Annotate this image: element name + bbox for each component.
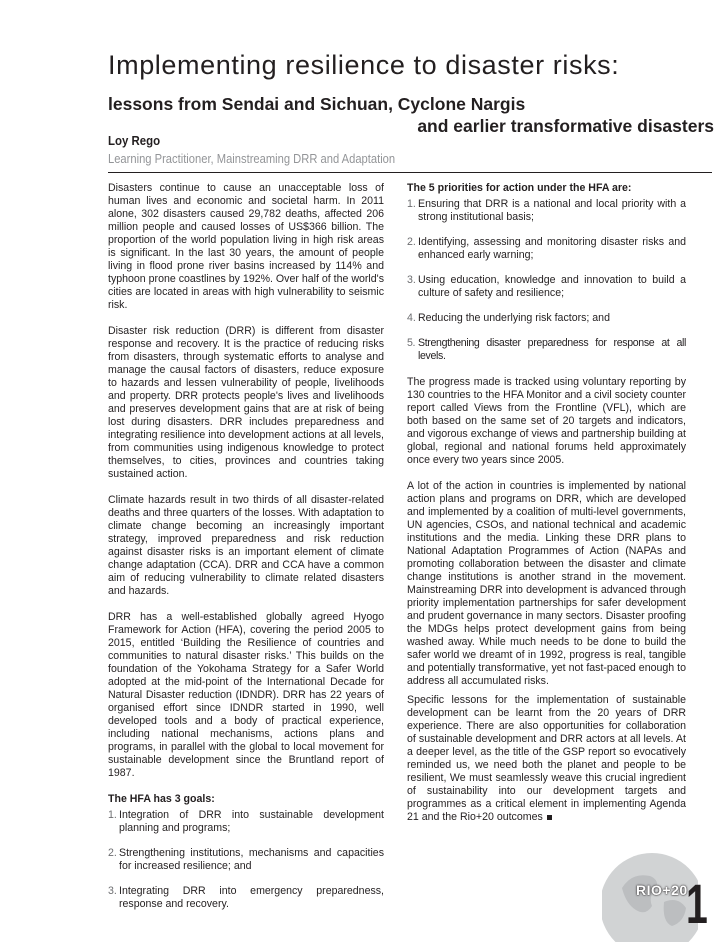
list-item bbox=[407, 274, 686, 300]
left-column bbox=[108, 182, 384, 924]
header-divider bbox=[108, 172, 712, 173]
list-item-text: Integrating DRR into emergency preparedness, response and recovery. bbox=[119, 885, 384, 910]
list-number: 1. bbox=[108, 809, 117, 821]
body-paragraph-text: Specific lessons for the implementation of sustainable development can be learnt from the 20 years of DRR experience. There are also opportunities for collaboration of sustainable development and DRR actors at all levels. At a deeper level, as the title of the GSP report so evocatively reminded us, we need both the planet and people to be resilient, We must seamlessly weave this crucial ingredient of sustainability into our development targets and programmes as a critical element in implementing Agenda 21 and the Rio+20 outcomes bbox=[407, 694, 686, 823]
list-item-text: Strengthening institutions, mechanisms and capacities for increased resilience; and bbox=[119, 847, 384, 872]
author-name: Loy Rego bbox=[108, 133, 161, 148]
list-item-text: Strengthening disaster preparedness for response at all levels. bbox=[418, 337, 686, 362]
list-item-text: Identifying, assessing and monitoring disaster risks and enhanced early warning; bbox=[418, 236, 686, 261]
priorities-heading: The 5 priorities for action under the HFA are: bbox=[407, 182, 632, 194]
article-subtitle-line-1: lessons from Sendai and Sichuan, Cyclone Nargis bbox=[108, 94, 526, 114]
list-number: 4. bbox=[407, 312, 416, 324]
body-paragraph: Disaster risk reduction (DRR) is different from disaster response and recovery. It is the practice of reducing risks from disasters, through systematic efforts to analyse and manage the causal factors of disasters, reduce exposure to hazards and lessen vulnerability of people, livelihoods and property. DRR protects people's lives and livelihoods and preserves development gains that are at risk of being lost during disasters. DRR includes preparedness and integrating resilience into development actions at all levels, from communities using indigenous knowledge to protect themselves, to cities, provinces and countries taking sustained action. bbox=[108, 325, 384, 480]
list-item bbox=[407, 236, 686, 262]
list-item-text: Integration of DRR into sustainable development planning and programs; bbox=[119, 809, 384, 834]
list-item bbox=[108, 847, 384, 873]
list-item-text: Reducing the underlying risk factors; and bbox=[418, 312, 610, 324]
body-paragraph-text: A lot of the action in countries is implemented by national action plans and programs on DRR, which are developed and implemented by a coalition of multi-level governments, UN agencies, CSOs, and national technical and academic institutions and the media. Linking these DRR plans to National Adaptation Programmes of Action (NAPAs and promoting collaboration between the disaster and climate change institutions is another strand in the movement. Mainstreaming DRR into development is advanced through priority implementation partnerships for safer development and prudent governance in many sectors. Disaster proofing the MDGs helps protect development gains from being washed away. While much needs to be done to build the safer world we dreamt of in 1992, progress is real, tangible and potentially transformative, yet not fast-paced enough to address all accumulated risks. bbox=[407, 480, 686, 687]
goals-list bbox=[108, 809, 384, 911]
list-number: 2. bbox=[407, 236, 416, 248]
list-item bbox=[108, 809, 384, 835]
list-item-text: Using education, knowledge and innovation to build a culture of safety and resilience; bbox=[418, 274, 686, 299]
end-of-article-mark bbox=[547, 815, 552, 820]
list-item bbox=[407, 312, 686, 325]
list-number: 5. bbox=[407, 337, 416, 349]
body-paragraph bbox=[407, 694, 686, 824]
body-paragraph: Disasters continue to cause an unacceptable loss of human lives and economic and societal harm. In 2011 alone, 302 disasters caused 29,782 deaths, affected 206 million people and caused losses of US$366 billion. The proportion of the world population living in high risk areas is significant. In the last 30 years, the amount of people living in flood prone river basins increased by 114% and typhoon prone coastlines by 192%. Over half of the world's cities are located in areas with high vulnerability to seismic risk. bbox=[108, 182, 384, 311]
list-number: 3. bbox=[108, 885, 117, 897]
list-item bbox=[407, 198, 686, 224]
list-number: 2. bbox=[108, 847, 117, 859]
page-number: 1 bbox=[686, 872, 708, 935]
right-column bbox=[407, 182, 686, 837]
author-role: Learning Practitioner, Mainstreaming DRR and Adaptation bbox=[108, 151, 396, 166]
body-paragraph: Climate hazards result in two thirds of all disaster-related deaths and three quarters of the losses. With adaptation to climate change becoming an increasingly important strategy, improved preparedness and risk reduction against disaster risks is an important element of climate change adaptation (CCA). DRR and CCA have a common aim of reducing vulnerability to climate related disasters and hazards. bbox=[108, 494, 384, 597]
body-paragraph: The progress made is tracked using voluntary reporting by 130 countries to the HFA Monitor and a civil society counter report called Views from the Frontline (VFL), which are both based on the same set of 20 targets and indicators, and vigorous exchange of views and partnership building at global, regional and national forums held approximately once every two years since 2005. bbox=[407, 376, 686, 466]
goals-heading: The HFA has 3 goals: bbox=[108, 793, 215, 805]
list-number: 1. bbox=[407, 198, 416, 210]
article-subtitle-line-2: and earlier transformative disasters bbox=[417, 116, 714, 136]
list-item bbox=[108, 885, 384, 911]
body-paragraph: DRR has a well-established globally agreed Hyogo Framework for Action (HFA), covering the period 2005 to 2015, entitled ‘Building the Resilience of countries and communities to natural disaster risks.’ This builds on the foundation of the Yokohama Strategy for a Safer World adopted at the mid-point of the International Decade for Natural Disaster reduction (IDNDR). DRR has 22 years of organised effort since IDNDR started in 1990, well developed tools and a body of practical experience, including national mechanisms, actions plans and programs, in parallel with the global to local movement for sustainable development since the Bruntland report of 1987. bbox=[108, 611, 384, 779]
body-paragraph bbox=[407, 480, 686, 688]
priorities-list bbox=[407, 198, 686, 363]
article-title: Implementing resilience to disaster risks: bbox=[108, 50, 620, 80]
list-item-text: Ensuring that DRR is a national and local priority with a strong institutional basis; bbox=[418, 198, 686, 223]
list-number: 3. bbox=[407, 274, 416, 286]
list-item bbox=[407, 337, 686, 363]
rio-plus-20-logo: RIO+20 bbox=[636, 882, 688, 898]
